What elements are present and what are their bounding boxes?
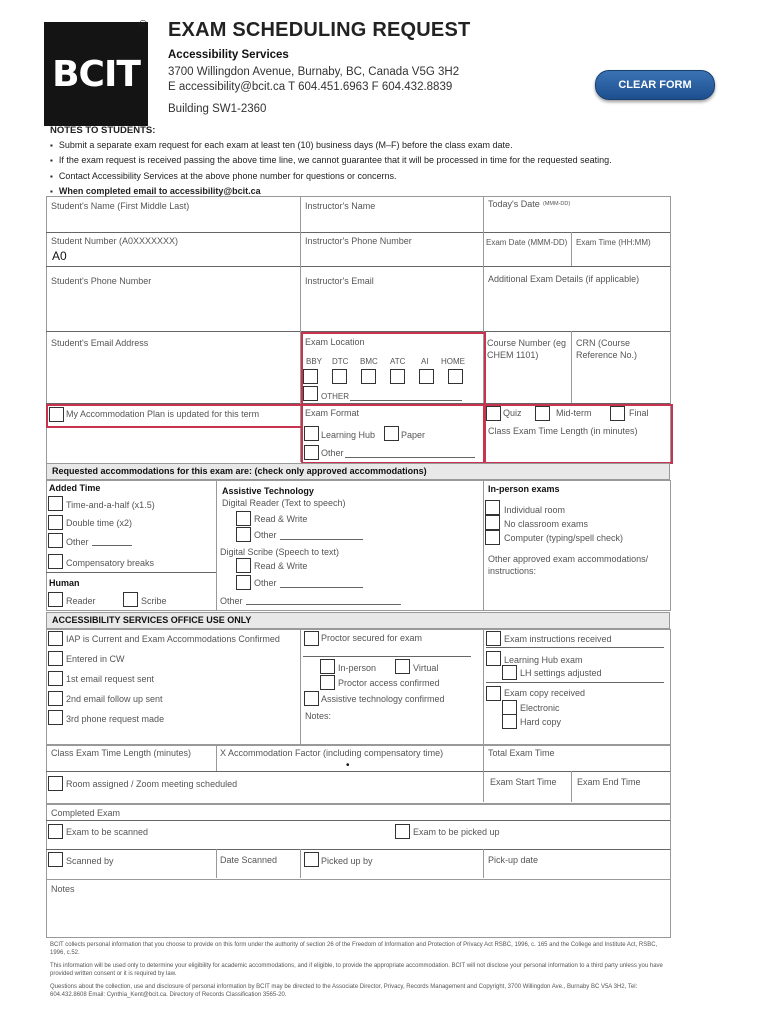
location-ai: AI	[421, 357, 429, 366]
scanned-by-label: Scanned by	[66, 856, 114, 866]
registered-mark: ®	[139, 19, 148, 31]
added-time-other-checkbox[interactable]	[48, 533, 63, 548]
instructor-email-label: Instructor's Email	[305, 276, 374, 286]
student-phone-label: Student's Phone Number	[51, 276, 152, 286]
assistive-other-2-checkbox[interactable]	[236, 575, 251, 590]
location-bmc: BMC	[360, 357, 378, 366]
grid-vline	[216, 480, 217, 610]
factor-dot: •	[346, 760, 350, 771]
total-exam-time-label: Total Exam Time	[488, 748, 555, 758]
assistive-other-1-label: Other	[254, 530, 277, 540]
in-person-label: In-person	[338, 663, 377, 673]
assistive-other-3-label: Other	[220, 596, 243, 606]
read-write-1-checkbox[interactable]	[236, 511, 251, 526]
grid-line	[46, 849, 670, 850]
todays-date-label: Today's Date	[488, 199, 540, 209]
format-paper-label: Paper	[401, 430, 426, 440]
added-time-other-field[interactable]	[92, 545, 132, 546]
location-home: HOME	[441, 357, 465, 366]
room-assigned-label: Room assigned / Zoom meeting scheduled	[66, 779, 238, 789]
exam-start-label: Exam Start Time	[490, 777, 557, 787]
individual-room-checkbox[interactable]	[485, 500, 500, 515]
date-scanned-label: Date Scanned	[220, 855, 278, 865]
privacy-statement-3: Questions about the collection, use and disclosure of personal information by BCIT may be directed to the Associate Director, Privacy, Records Management and Copyright, 3700 Willingdon Ave., Burnaby BC V5A 3H2, Tel: 604.432.8608 Email: Cynthia_Kent@bcit.ca. Directory of Records Classification 3565-20.	[50, 984, 638, 998]
compensatory-label: Compensatory breaks	[66, 558, 155, 568]
instructions-received-checkbox[interactable]	[486, 631, 501, 646]
notes-heading: NOTES TO STUDENTS:	[50, 125, 156, 136]
grid-line	[46, 771, 670, 772]
location-other-label: OTHER	[321, 392, 349, 401]
accommodation-plan-checkbox[interactable]	[49, 407, 64, 422]
other-approved-label: Other approved exam accommodations/ instructions:	[488, 554, 649, 576]
assistive-other-2-label: Other	[254, 578, 277, 588]
added-time-heading: Added Time	[49, 483, 101, 493]
exam-end-label: Exam End Time	[577, 777, 641, 787]
clear-form-button[interactable]: CLEAR FORM	[595, 70, 715, 100]
in-person-heading: In-person exams	[488, 484, 560, 494]
todays-date-hint: (MMM-DD)	[543, 201, 571, 207]
grid-line	[46, 820, 670, 821]
scribe-label: Scribe	[141, 596, 167, 606]
contact-info: E accessibility@bcit.ca T 604.451.6963 F 604.432.8839	[168, 81, 453, 93]
to-be-scanned-checkbox[interactable]	[48, 824, 63, 839]
format-learning-hub-checkbox[interactable]	[304, 426, 319, 441]
instructor-phone-label: Instructor's Phone Number	[305, 236, 412, 246]
privacy-statement-1: BCIT collects personal information that you choose to provide on this form under the authority of section 26 of the Freedom of Information and Protection of Privacy Act RSBC, 1996, c. 165 and the College and Institute Act, RSBC, 1996, c.52.	[50, 942, 658, 956]
assistive-other-1-checkbox[interactable]	[236, 527, 251, 542]
department-name: Accessibility Services	[168, 49, 289, 61]
accommodation-plan-label: My Accommodation Plan is updated for this term	[66, 409, 260, 419]
proctor-secured-checkbox[interactable]	[304, 631, 319, 646]
quiz-label: Quiz	[503, 408, 522, 418]
location-home-checkbox[interactable]	[448, 369, 463, 384]
grid-vline	[571, 771, 572, 802]
read-write-2-checkbox[interactable]	[236, 558, 251, 573]
exam-time-label: Exam Time (HH:MM)	[576, 238, 651, 247]
proctor-name-field[interactable]	[303, 656, 471, 657]
completed-exam-grid	[46, 804, 671, 880]
hard-copy-label: Hard copy	[520, 717, 562, 727]
learning-hub-exam-label: Learning Hub exam	[504, 655, 583, 665]
first-email-label: 1st email request sent	[66, 674, 155, 684]
instructor-name-label: Instructor's Name	[305, 201, 376, 211]
grid-vline	[300, 849, 301, 878]
proctor-secured-label: Proctor secured for exam	[321, 633, 423, 643]
reader-checkbox[interactable]	[48, 592, 63, 607]
notes-list	[50, 138, 612, 200]
crn-label: CRN (Course Reference No.)	[576, 338, 638, 360]
second-email-label: 2nd email follow up sent	[66, 694, 163, 704]
grid-line	[46, 266, 670, 267]
no-classroom-label: No classroom exams	[504, 519, 589, 529]
format-other-field[interactable]	[345, 457, 475, 458]
notes-label: Notes	[51, 884, 75, 894]
building: Building SW1-2360	[168, 103, 267, 115]
assistive-confirmed-checkbox[interactable]	[304, 691, 319, 706]
final-checkbox[interactable]	[610, 406, 625, 421]
final-label: Final	[629, 408, 649, 418]
class-time-length-label: Class Exam Time Length (in minutes)	[488, 426, 638, 436]
grid-line	[46, 572, 216, 573]
midterm-checkbox[interactable]	[535, 406, 550, 421]
grid-vline	[216, 744, 217, 771]
iap-current-checkbox[interactable]	[48, 631, 63, 646]
read-write-1-label: Read & Write	[254, 514, 308, 524]
picked-up-by-label: Picked up by	[321, 856, 373, 866]
read-write-2-label: Read & Write	[254, 561, 308, 571]
assistive-other-2-field[interactable]	[280, 587, 363, 588]
location-bby: BBY	[306, 357, 323, 366]
lh-settings-label: LH settings adjusted	[520, 668, 602, 678]
grid-line	[486, 682, 664, 683]
electronic-checkbox[interactable]	[502, 700, 517, 715]
form-title: EXAM SCHEDULING REQUEST	[168, 19, 471, 41]
midterm-label: Mid-term	[556, 408, 592, 418]
assistive-tech-heading: Assistive Technology	[222, 486, 314, 496]
address: 3700 Willingdon Avenue, Burnaby, BC, Canada V5G 3H2	[168, 66, 460, 78]
privacy-statement-2: This information will be used only to determine your eligibility for academic accommodations, and if eligible, to provide the appropriate accommodation. BCIT will not disclose your personal information to a third party unless you have provided written consent or it is required by law.	[50, 963, 663, 977]
assistive-other-3-field[interactable]	[246, 604, 401, 605]
third-phone-checkbox[interactable]	[48, 710, 63, 725]
note-item: ▪ When completed email to accessibility@bcit.ca	[50, 184, 612, 199]
additional-details-label: Additional Exam Details (if applicable)	[488, 274, 640, 284]
human-heading: Human	[49, 578, 80, 588]
proctor-access-label: Proctor access confirmed	[338, 678, 440, 688]
in-person-checkbox[interactable]	[320, 659, 335, 674]
picked-up-by-checkbox[interactable]	[304, 852, 319, 867]
location-ai-checkbox[interactable]	[419, 369, 434, 384]
exam-format-label: Exam Format	[305, 408, 360, 418]
double-time-checkbox[interactable]	[48, 515, 63, 530]
learning-hub-exam-checkbox[interactable]	[486, 651, 501, 666]
digital-reader-label: Digital Reader (Text to speech)	[222, 498, 346, 508]
bcit-logo: BCIT	[44, 22, 148, 126]
virtual-checkbox[interactable]	[395, 659, 410, 674]
digital-scribe-label: Digital Scribe (Speech to text)	[220, 547, 340, 557]
student-email-label: Student's Email Address	[51, 338, 149, 348]
accommodations-heading: Requested accommodations for this exam are: (check only approved accommodations)	[46, 463, 670, 480]
notes-box[interactable]	[46, 879, 671, 938]
hard-copy-checkbox[interactable]	[502, 714, 517, 729]
location-dtc: DTC	[332, 357, 349, 366]
course-number-label: Course Number (eg CHEM 1101)	[487, 338, 567, 360]
grid-vline	[300, 629, 301, 744]
to-be-picked-label: Exam to be picked up	[413, 827, 500, 837]
assistive-other-1-field[interactable]	[280, 539, 363, 540]
student-number-field[interactable]: A0	[52, 249, 67, 263]
scribe-checkbox[interactable]	[123, 592, 138, 607]
electronic-label: Electronic	[520, 703, 560, 713]
individual-room-label: Individual room	[504, 505, 566, 515]
virtual-label: Virtual	[413, 663, 439, 673]
reader-label: Reader	[66, 596, 96, 606]
proctor-access-checkbox[interactable]	[320, 675, 335, 690]
exam-date-label: Exam Date (MMM-DD)	[486, 238, 568, 247]
class-length-label: Class Exam Time Length (minutes)	[51, 748, 192, 758]
grid-line	[486, 647, 664, 648]
computer-label: Computer (typing/spell check)	[504, 533, 624, 543]
grid-line	[46, 232, 670, 233]
location-bby-checkbox[interactable]	[303, 369, 318, 384]
location-other-field[interactable]	[350, 400, 462, 401]
instructions-received-label: Exam instructions received	[504, 634, 612, 644]
grid-vline	[483, 629, 484, 744]
accommodation-factor-label: X Accommodation Factor (including compensatory time)	[220, 748, 444, 758]
entered-cw-label: Entered in CW	[66, 654, 125, 664]
grid-vline	[216, 849, 217, 878]
note-item: ▪ Contact Accessibility Services at the above phone number for questions or concerns.	[50, 169, 612, 184]
office-notes-label: Notes:	[305, 711, 332, 721]
scanned-by-checkbox[interactable]	[48, 852, 63, 867]
second-email-checkbox[interactable]	[48, 691, 63, 706]
grid-vline	[571, 331, 572, 403]
double-time-label: Double time (x2)	[66, 518, 133, 528]
lh-settings-checkbox[interactable]	[502, 665, 517, 680]
exam-copy-label: Exam copy received	[504, 688, 586, 698]
added-time-other-label: Other	[66, 537, 89, 547]
office-use-heading: ACCESSIBILITY SERVICES OFFICE USE ONLY	[46, 612, 670, 629]
exam-copy-checkbox[interactable]	[486, 686, 501, 701]
to-be-scanned-label: Exam to be scanned	[66, 827, 149, 837]
room-assigned-checkbox[interactable]	[48, 776, 63, 791]
pickup-date-label: Pick-up date	[488, 855, 539, 865]
time-half-label: Time-and-a-half (x1.5)	[66, 500, 155, 510]
format-other-label: Other	[321, 448, 344, 458]
grid-vline	[571, 232, 572, 266]
exam-location-label: Exam Location	[305, 337, 365, 347]
to-be-picked-checkbox[interactable]	[395, 824, 410, 839]
location-other-checkbox[interactable]	[303, 386, 318, 401]
note-item: ▪ Submit a separate exam request for each exam at least ten (10) business days (M–F) before the class exam date.	[50, 138, 612, 153]
note-item: ▪ If the exam request is received passing the above time line, we cannot guarantee that it will be processed in time for the requested seating.	[50, 153, 612, 168]
third-phone-label: 3rd phone request made	[66, 714, 165, 724]
location-bmc-checkbox[interactable]	[361, 369, 376, 384]
time-half-checkbox[interactable]	[48, 496, 63, 511]
iap-current-label: IAP is Current and Exam Accommodations Confirmed	[66, 634, 280, 644]
format-other-checkbox[interactable]	[304, 445, 319, 460]
first-email-checkbox[interactable]	[48, 671, 63, 686]
quiz-checkbox[interactable]	[486, 406, 501, 421]
completed-exam-label: Completed Exam	[51, 808, 121, 818]
grid-vline	[483, 849, 484, 878]
computer-checkbox[interactable]	[485, 530, 500, 545]
format-paper-checkbox[interactable]	[384, 426, 399, 441]
assistive-confirmed-label: Assistive technology confirmed	[321, 694, 445, 704]
no-classroom-checkbox[interactable]	[485, 515, 500, 530]
grid-vline	[483, 744, 484, 802]
format-learning-hub-label: Learning Hub	[321, 430, 376, 440]
entered-cw-checkbox[interactable]	[48, 651, 63, 666]
student-number-label: Student Number (A0XXXXXXX)	[51, 236, 179, 246]
student-name-label: Student's Name (First Middle Last)	[51, 201, 190, 211]
location-atc: ATC	[390, 357, 406, 366]
compensatory-checkbox[interactable]	[48, 554, 63, 569]
location-dtc-checkbox[interactable]	[332, 369, 347, 384]
location-atc-checkbox[interactable]	[390, 369, 405, 384]
grid-vline	[483, 480, 484, 610]
